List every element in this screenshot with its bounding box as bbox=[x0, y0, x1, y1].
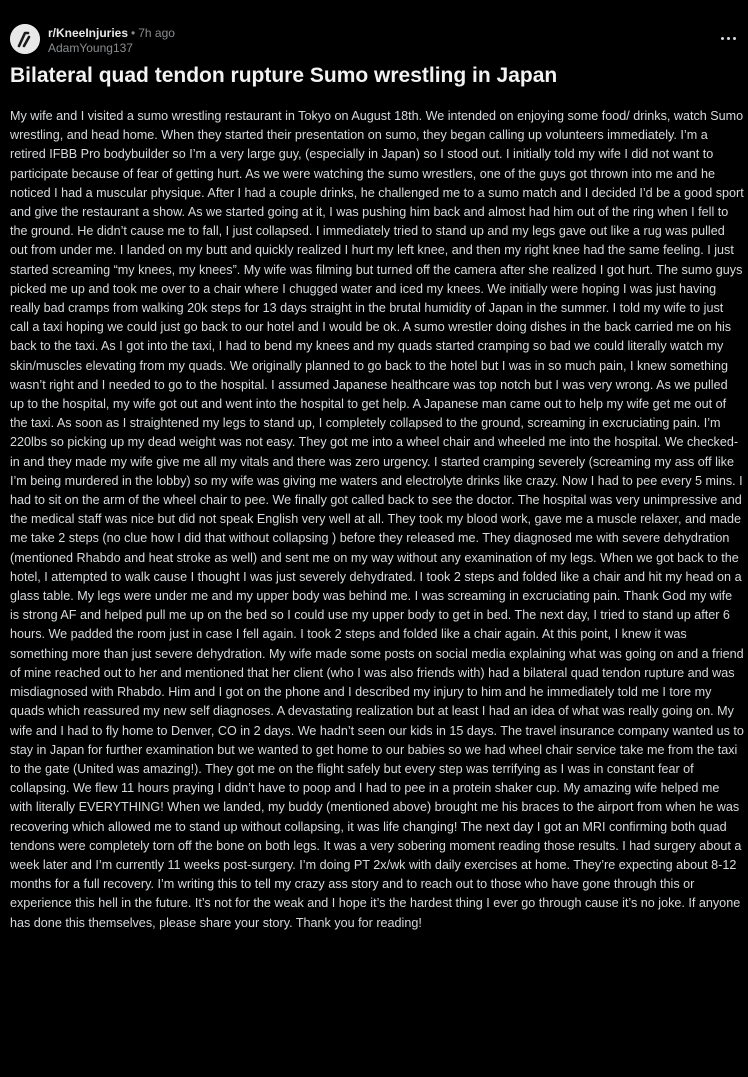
post-header bbox=[10, 24, 740, 58]
subreddit-avatar[interactable] bbox=[10, 24, 40, 54]
more-options-button[interactable] bbox=[716, 28, 740, 48]
subreddit-link[interactable]: r/KneeInjuries bbox=[48, 26, 129, 40]
reddit-snoo-icon bbox=[10, 24, 40, 54]
author-link[interactable]: AdamYoung137 bbox=[48, 41, 133, 55]
post-body: My wife and I visited a sumo wrestling restaurant in Tokyo on August 18th. We intended on enjoying some food/ drinks, watch Sumo wrestling, and head home. When they started their presentation on sumo, they began calling up volunteers immediately. I’m a retired IFBB Pro bodybuilder so I’m a very large guy, (especially in Japan) so I stood out. I initially told my wife I did not want to participate because of fear of getting hurt. As we were watching the sumo wrestlers, one of the guys got thrown into me and he noticed I had a muscular physique. After I had a couple drinks, he challenged me to a sumo match and I decided I’d be a good sport and give the restaurant a show. As we started going at it, I was pushing him back and almost had him out of the ring when I fell to the ground. He didn’t cause me to fall, I just collapsed. I immediately tried to stand up and my legs gave out like a rug was pulled out from under me. I landed on my butt and quickly realized I hurt my left knee, and then my right knee had the same feeling. I just started screaming “my knees, my knees”. My wife was filming but turned off the camera after she realized I got hurt. The sumo guys picked me up and took me over to a chair where I chugged water and iced my knees. We initially were hoping I was just having really bad cramps from walking 20k steps for 13 days straight in the brutal humidity of Japan in the summer. I told my wife to just call a taxi hoping we could just go back to our hotel and I would be ok. A sumo wrestler doing dishes in the back carried me on his back to the taxi. As I got into the taxi, I had to bend my knees and my quads started cramping so bad we could literally watch my skin/muscles elevating from my quads. We originally planned to go back to the hotel but I was in so much pain, I knew something wasn’t right and I needed to go to the hospital. I assumed Japanese healthcare was top notch but I was very wrong. As we pulled up to the hospital, my wife got out and went into the hospital to get help. A Japanese man came out to help my wife get me out of the taxi. As soon as I straightened my legs to stand up, I completely collapsed to the ground, screaming in excruciating pain. I’m 220lbs so picking up my dead weight was not easy. They got me into a wheel chair and wheeled me into the hospital. We checked-in and they made my wife give me all my vitals and there was zero urgency. I started cramping severely (screaming my ass off like I’m being murdered in the lobby) so my wife was giving me waters and electrolyte drinks like crazy. Now I had to pee every 5 mins. I had to sit on the arm of the wheel chair to pee. We finally got called back to see the doctor. The hospital was very unimpressive and the medical staff was nice but did not speak English very well at all. They took my blood work, gave me a muscle relaxer, and made me take 2 steps (no clue how I did that without collapsing ) before they released me. They diagnosed me with severe dehydration (mentioned Rhabdo and heat stroke as well) and sent me on my way without any examination of my legs. When we got back to the hotel, I attempted to walk cause I thought I was just severely dehydrated. I took 2 steps and folded like a chair and hit my head on a glass table. My legs were under me and my upper body was behind me. I was screaming in excruciating pain. Thank God my wife is strong AF and helped pull me up on the bed so I could use my upper body to get in bed. The next day, I tried to stand up after 6 hours. We padded the room just in case I fell again. I took 2 steps and folded like a chair again. At this point, I knew it was something more than just severe dehydration. My wife made some posts on social media explaining what was going on and a friend of mine reached out to her and mentioned that her client (who I was also friends with) had a bilateral quad tendon rupture and was misdiagnosed with Rhabdo. Him and I got on the phone and I described my injury to him and he immediately told me I tore my quads which reassured my new self diagnoses. A devastating realization but at least I had an idea of what was really going on. My wife and I had to fly home to Denver, CO in 2 days. We hadn’t seen our kids in 15 days. The travel insurance company wanted us to stay in Japan for further examination but we wanted to get home to our babies so we had wheel chair service take me from the taxi to the gate (United was amazing!). They got me on the flight safely but every step was terrifying as I was in constant fear of collapsing. We flew 11 hours praying I didn’t have to poop and I had to pee in a protein shaker cup. My amazing wife helped me with literally EVERYTHING! When we landed, my buddy (mentioned above) brought me his braces to the airport from when he was recovering which allowed me to stand up without collapsing, it was life changing! The next day I got an MRI confirming both quad tendons were completely torn off the bone on both legs. It was a very sobering moment reading those results. I had surgery about a week later and I’m currently 11 weeks post-surgery. I’m doing PT 2x/wk with daily exercises at home. They’re expecting about 8-12 months for a full recovery. I’m writing this to tell my crazy ass story and to reach out to those who have gone through this or experience this hell in the future. It’s not for the weak and I hope it’s the hardest thing I ever go through cause it’s no joke. If anyone has done this themselves, please share your story. Thank you for reading! bbox=[10, 109, 744, 930]
meta-separator: • bbox=[131, 26, 136, 40]
post-meta bbox=[48, 26, 175, 56]
post-timestamp: 7h ago bbox=[138, 26, 175, 40]
subreddit-line bbox=[48, 26, 175, 41]
post-title: Bilateral quad tendon rupture Sumo wrestling in Japan bbox=[10, 64, 558, 87]
more-options-icon bbox=[721, 37, 736, 40]
